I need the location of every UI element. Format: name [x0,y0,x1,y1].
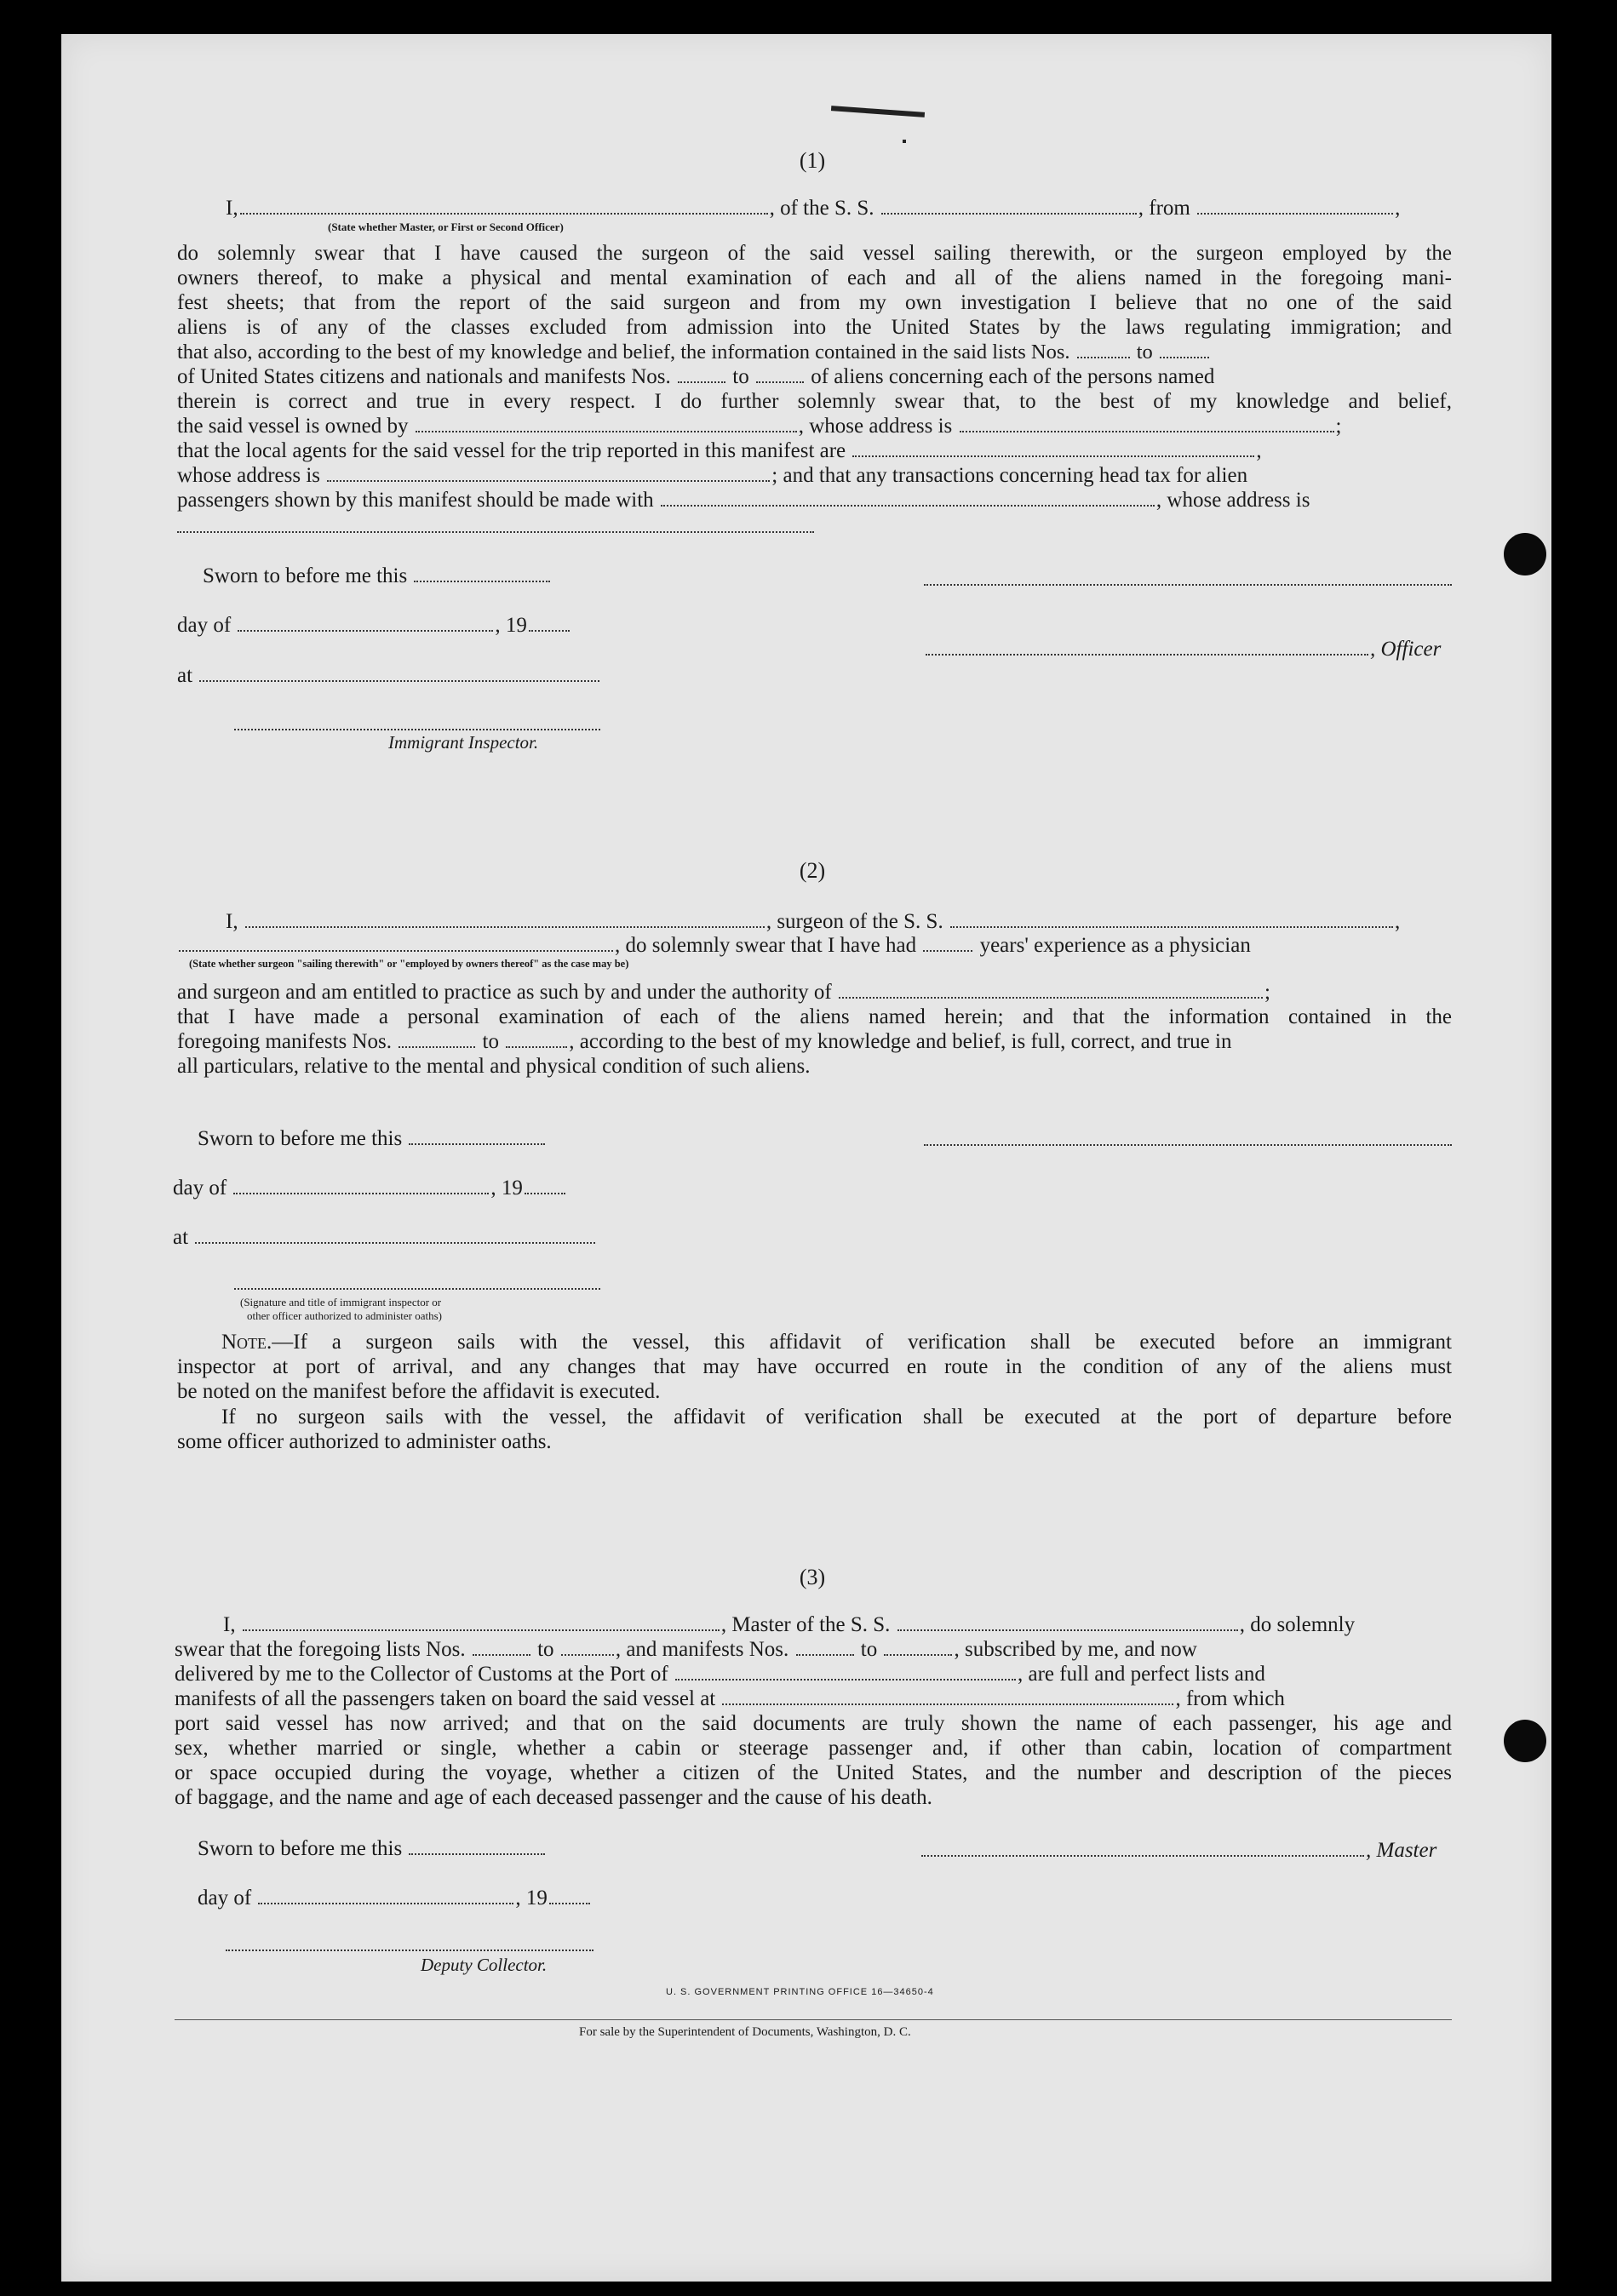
head-tax-address-blank[interactable] [177,531,814,533]
section-1-number: (1) [799,148,826,173]
master-line-1: I, , Master of the S. S. , do solemnly [223,1613,1356,1636]
surgeon-status-blank[interactable] [179,950,613,952]
deputy-collector-signature-blank[interactable] [226,1950,593,1951]
signature-caption-1: (Signature and title of immigrant inspector or [240,1296,442,1308]
body-line: do solemnly swear that I have caused the surgeon of the said vessel sailing therewith, or the surgeon employed by the [177,242,1452,265]
punch-hole-top [1504,533,1546,575]
manifests-to-blank[interactable] [756,381,804,383]
surgeon-line-1: I, , surgeon of the S. S. , [226,910,1401,933]
day-of-line-2: day of , 19 [173,1176,567,1200]
note-line-3: be noted on the manifest before the affidavit is executed. [177,1380,661,1403]
agents-blank[interactable] [852,455,1254,457]
day-of-line: day of , 19 [177,613,571,638]
authority-line: and surgeon and am entitled to practice as such by and under the authority of ; [177,981,1270,1004]
lists-to-blank[interactable] [1160,357,1209,358]
foregoing-to-blank[interactable] [506,1046,567,1048]
day-of-line-3: day of , 19 [198,1886,592,1910]
head-tax-contact-blank[interactable] [661,505,1155,507]
sworn-line: Sworn to before me this [203,564,552,588]
surgeon-line-2: , do solemnly swear that I have had years' experience as a physician [177,933,1251,958]
passengers-line: passengers shown by this manifest should be made with , whose address is [177,489,1310,512]
month-blank-3[interactable] [258,1903,513,1904]
lists-line: that also, according to the best of my knowledge and belief, the information contained in the said lists Nos. to [177,340,1211,364]
sworn-day-blank[interactable] [414,581,550,582]
owner-address-blank[interactable] [960,431,1334,432]
body-line: owners thereof, to make a physical and mental examination of each and all of the aliens named in the foregoing mani- [177,266,1452,289]
officer-caption: (State whether Master, or First or Second Officer) [328,220,564,233]
years-experience-blank[interactable] [923,950,972,952]
master-signature-line: , Master [920,1838,1436,1863]
correct-line: therein is correct and true in every respect. I do further solemnly swear that, to the best of my knowledge and belief, [177,390,1452,413]
at-place-blank-2[interactable] [195,1242,595,1244]
exam-line: that I have made a personal examination of each of the aliens named herein; and that the information contained in the [177,1005,1452,1028]
year-blank-3[interactable] [549,1903,590,1904]
agents-address-blank[interactable] [327,480,770,482]
particulars-line: all particulars, relative to the mental and physical condition of such aliens. [177,1055,811,1078]
owner-blank[interactable] [416,431,797,432]
master-vessel-blank[interactable] [897,1629,1238,1631]
surgeon-caption: (State whether surgeon "sailing therewith" or "employed by owners thereof" as the case may be) [189,958,629,970]
surgeon-vessel-blank[interactable] [950,926,1393,928]
delivered-line: delivered by me to the Collector of Customs at the Port of , are full and perfect lists and [175,1663,1265,1686]
for-sale-line: For sale by the Superintendent of Documents, Washington, D. C. [579,2025,911,2039]
sworn-day-blank-2[interactable] [409,1143,545,1145]
officer-name-blank[interactable] [240,213,768,215]
master-signature-blank[interactable] [921,1855,1364,1857]
foregoing-from-blank[interactable] [399,1046,475,1048]
month-blank[interactable] [238,630,493,632]
vessel-name-blank[interactable] [881,213,1137,215]
port-blank[interactable] [675,1679,1016,1680]
swear-manifests-from-blank[interactable] [796,1654,854,1656]
swear-lists-to-blank[interactable] [561,1654,614,1656]
signature-caption-2: other officer authorized to administer oaths) [247,1309,442,1322]
agents-line: that the local agents for the said vessel for the trip reported in this manifest are , [177,439,1262,462]
sworn-line-3: Sworn to before me this [198,1836,547,1861]
punch-hole-bottom [1504,1720,1546,1762]
sworn-day-blank-3[interactable] [409,1853,545,1855]
inspector-title: Immigrant Inspector. [388,732,539,753]
note2-line-2: some officer authorized to administer oaths. [177,1430,552,1453]
inspector-signature-blank[interactable] [234,729,600,730]
month-blank-2[interactable] [233,1193,489,1194]
body-last-line: of baggage, and the name and age of each deceased passenger and the cause of his death. [175,1786,932,1809]
note-line-1: Note.—If a surgeon sails with the vessel, this affidavit of verification shall be executed before an immigrant [221,1331,1452,1354]
citizens-line: of United States citizens and nationals and manifests Nos. to of aliens concerning each of the persons named [177,365,1215,388]
manifests-line: manifests of all the passengers taken on board the said vessel at , from which [175,1687,1285,1710]
officer-title-line: , Officer [924,637,1441,661]
at-line: at [177,663,601,688]
body-line: fest sheets; that from the report of the said surgeon and from my own investigation I believe that no one of the said [177,291,1452,314]
from-port-blank[interactable] [1197,213,1393,215]
surgeon-signature-blank[interactable] [924,1144,1452,1146]
note-line-2: inspector at port of arrival, and any changes that may have occurred en route in the condition of any of the aliens must [177,1355,1452,1378]
boarding-port-blank[interactable] [722,1703,1173,1705]
owned-line: the said vessel is owned by , whose address is ; [177,415,1342,438]
section-3-number: (3) [799,1565,826,1589]
year-blank-2[interactable] [525,1193,565,1194]
oath-line-1: I, , of the S. S. , from , [226,197,1401,220]
note2-line-1: If no surgeon sails with the vessel, the affidavit of verification shall be executed at the port of departure before [221,1406,1452,1429]
year-blank[interactable] [529,630,570,632]
body-line: sex, whether married or single, whether a cabin or steerage passenger and, if other than cabin, location of compartment [175,1737,1452,1760]
section-2-number: (2) [799,858,826,883]
body-line: or space occupied during the voyage, whether a citizen of the United States, and the number and description of the pieces [175,1761,1452,1784]
at-line-2: at [173,1225,597,1250]
oath-officer-signature-blank[interactable] [234,1288,600,1290]
officer-title-blank[interactable] [926,654,1368,656]
master-name-blank[interactable] [243,1629,720,1631]
foregoing-line: foregoing manifests Nos. to , according to the best of my knowledge and belief, is full, correct, and true in [177,1030,1232,1053]
lists-from-blank[interactable] [1077,357,1130,358]
swear-line: swear that the foregoing lists Nos. to , and manifests Nos. to , subscribed by me, and now [175,1638,1197,1661]
whose-address-line: whose address is ; and that any transactions concerning head tax for alien [177,464,1248,487]
authority-blank[interactable] [839,997,1263,999]
scribble-mark [903,140,906,143]
at-place-blank[interactable] [199,680,599,682]
deputy-collector-title: Deputy Collector. [421,1955,548,1975]
officer-signature-blank[interactable] [924,584,1452,586]
body-line: port said vessel has now arrived; and that on the said documents are truly shown the name of each passenger, his age and [175,1712,1452,1735]
swear-lists-from-blank[interactable] [473,1654,530,1656]
printing-office-line: U. S. GOVERNMENT PRINTING OFFICE 16—34650-4 [666,1987,934,1997]
manifests-from-blank[interactable] [678,381,725,383]
swear-manifests-to-blank[interactable] [884,1654,952,1656]
surgeon-name-blank[interactable] [245,926,765,928]
sworn-line-2: Sworn to before me this [198,1126,547,1151]
body-line: aliens is of any of the classes excluded from admission into the United States by the laws regulating immigration; and [177,316,1452,339]
footer-rule [175,2019,1452,2020]
